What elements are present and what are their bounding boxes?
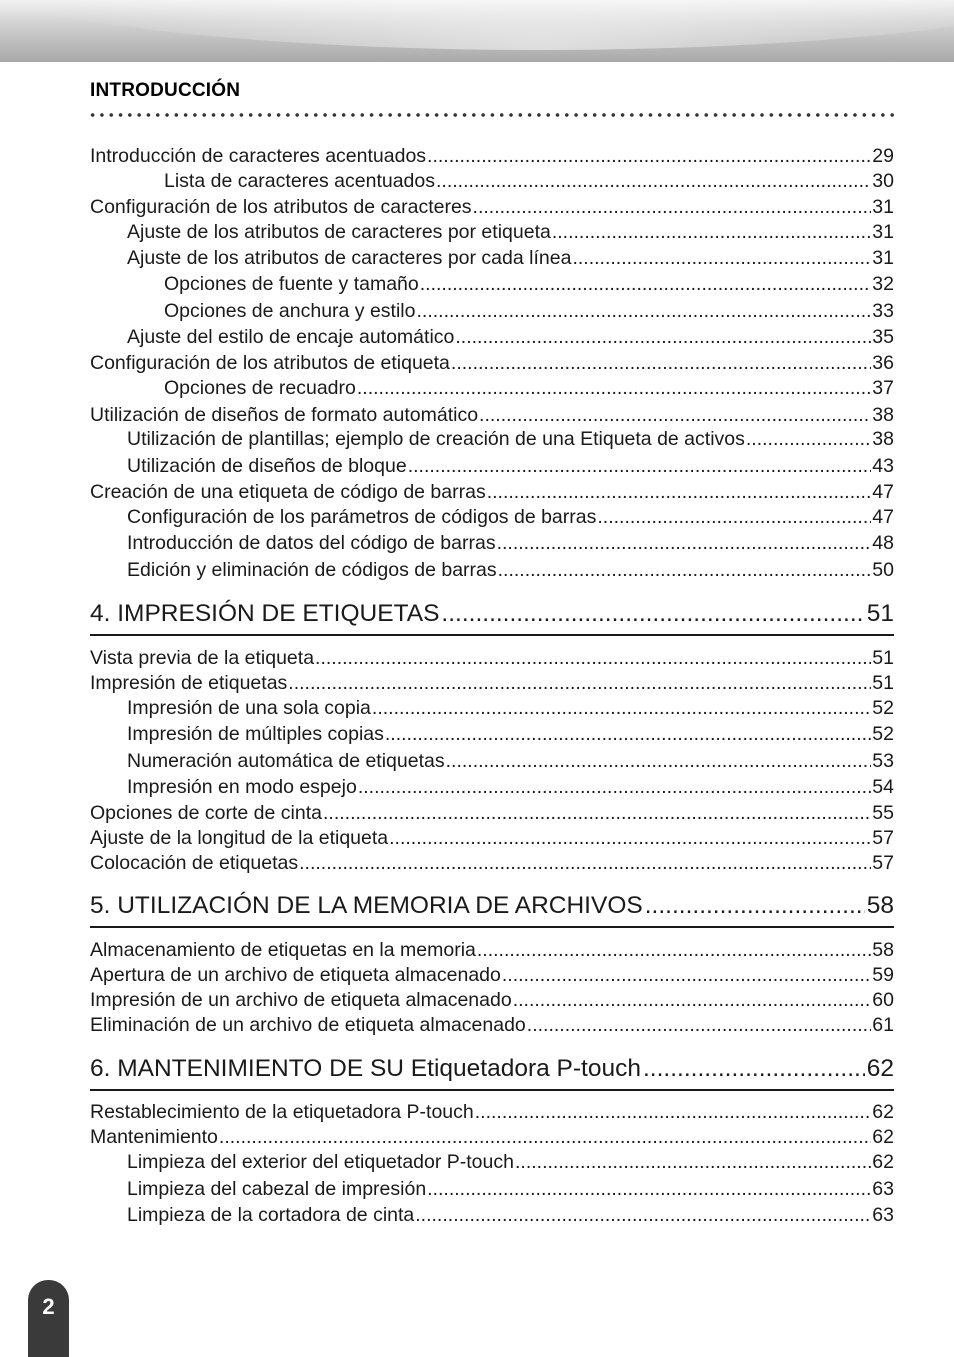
toc-entry[interactable] xyxy=(90,1125,894,1149)
toc-entry-title: Introducción de caracteres acentuados xyxy=(90,145,427,167)
toc-entry-page: 50 xyxy=(872,559,894,581)
toc-entry-title: Limpieza del exterior del etiquetador P-touch xyxy=(127,1151,514,1173)
toc-entry[interactable] xyxy=(90,988,894,1012)
toc-entry[interactable] xyxy=(90,801,894,825)
dot-leader xyxy=(358,775,871,799)
dot-leader xyxy=(372,696,871,720)
toc-entry-page: 47 xyxy=(872,481,894,503)
chapter-page: 58 xyxy=(866,892,894,919)
toc-entry[interactable] xyxy=(164,376,894,400)
toc-entry[interactable] xyxy=(90,195,894,219)
toc-entry-page: 30 xyxy=(872,170,894,192)
toc-entry-page: 38 xyxy=(872,428,894,450)
toc-entry-page: 35 xyxy=(872,326,894,348)
toc-entry-page: 36 xyxy=(872,352,894,374)
dot-leader xyxy=(441,598,864,630)
toc-entry-page: 62 xyxy=(872,1101,894,1123)
toc-entry[interactable] xyxy=(127,427,894,451)
dot-leader xyxy=(475,1100,872,1124)
toc-entry[interactable] xyxy=(90,646,894,670)
toc-entry[interactable] xyxy=(90,826,894,850)
toc-entry-title: Opciones de corte de cinta xyxy=(90,802,322,824)
toc-entry-title: Ajuste de los atributos de caracteres por etiqueta xyxy=(127,221,551,243)
toc-entry-page: 63 xyxy=(872,1178,894,1200)
dot-leader xyxy=(315,646,871,670)
toc-entry-page: 61 xyxy=(872,1014,894,1036)
toc-entry[interactable] xyxy=(127,505,894,529)
toc-entry-page: 33 xyxy=(872,300,894,322)
toc-entry-title: Opciones de recuadro xyxy=(164,377,356,399)
toc-entry-title: Ajuste de la longitud de la etiqueta xyxy=(90,827,389,849)
toc-entry-page: 52 xyxy=(872,723,894,745)
dot-leader xyxy=(645,890,865,922)
toc-entry-page: 47 xyxy=(872,506,894,528)
dot-leader xyxy=(643,1053,865,1085)
toc-entry-title: Mantenimiento xyxy=(90,1126,218,1148)
dot-leader xyxy=(415,1203,871,1227)
toc-entry-page: 51 xyxy=(872,672,894,694)
toc-entry-page: 53 xyxy=(872,750,894,772)
section-heading: INTRODUCCIÓN xyxy=(90,80,241,101)
dot-leader xyxy=(513,988,872,1012)
dot-leader xyxy=(436,169,871,193)
chapter-heading-6[interactable] xyxy=(90,1053,894,1091)
page-number: 2 xyxy=(42,1294,55,1319)
toc-entry-page: 62 xyxy=(872,1151,894,1173)
toc-entry[interactable] xyxy=(90,403,894,427)
header-band xyxy=(0,0,954,62)
toc-entry[interactable] xyxy=(127,454,894,478)
toc-entry-page: 31 xyxy=(872,196,894,218)
dot-leader xyxy=(498,558,872,582)
toc-entry[interactable] xyxy=(127,749,894,773)
dot-leader xyxy=(219,1125,871,1149)
toc-entry-page: 57 xyxy=(872,852,894,874)
toc-entry[interactable] xyxy=(127,696,894,720)
dot-leader xyxy=(746,427,871,451)
chapter-title: 6. MANTENIMIENTO DE SU Etiquetadora P-touch xyxy=(90,1055,641,1082)
toc-entry[interactable] xyxy=(90,938,894,962)
toc-entry-title: Edición y eliminación de códigos de barras xyxy=(127,559,497,581)
toc-entry-page: 55 xyxy=(872,802,894,824)
dotted-separator xyxy=(88,111,894,119)
toc-entry-title: Configuración de los atributos de caracteres xyxy=(90,196,472,218)
toc-entry-page: 43 xyxy=(872,455,894,477)
toc-entry[interactable] xyxy=(164,169,894,193)
toc-entry-page: 31 xyxy=(872,247,894,269)
dot-leader xyxy=(455,325,871,349)
toc-entry[interactable] xyxy=(127,775,894,799)
dot-leader xyxy=(527,1013,872,1037)
dot-leader xyxy=(497,531,872,555)
toc-entry-title: Colocación de etiquetas xyxy=(90,852,299,874)
toc-entry[interactable] xyxy=(127,722,894,746)
dot-leader xyxy=(597,505,871,529)
chapter-page: 51 xyxy=(866,600,894,627)
toc-entry[interactable] xyxy=(127,1177,894,1201)
dot-leader xyxy=(479,403,871,427)
toc-entry-page: 62 xyxy=(872,1126,894,1148)
dot-leader xyxy=(288,671,871,695)
toc-entry[interactable] xyxy=(127,1150,894,1174)
toc-entry-title: Utilización de diseños de formato automático xyxy=(90,404,479,426)
toc-entry-title: Impresión de una sola copia xyxy=(127,697,371,719)
toc-entry-page: 52 xyxy=(872,697,894,719)
toc-entry-title: Impresión de múltiples copias xyxy=(127,723,384,745)
dot-leader xyxy=(420,272,872,296)
chapter-title: 5. UTILIZACIÓN DE LA MEMORIA DE ARCHIVOS xyxy=(90,892,643,919)
chapter-heading-4[interactable] xyxy=(90,598,894,636)
toc-entry-title: Opciones de fuente y tamaño xyxy=(164,273,419,295)
toc-entry-title: Creación de una etiqueta de código de barras xyxy=(90,481,486,503)
toc-entry-title: Ajuste de los atributos de caracteres por cada línea xyxy=(127,247,572,269)
toc-entry[interactable] xyxy=(127,220,894,244)
toc-entry-page: 57 xyxy=(872,827,894,849)
dot-leader xyxy=(416,299,871,323)
dot-leader xyxy=(487,480,872,504)
dot-leader xyxy=(515,1150,871,1174)
dot-leader xyxy=(427,1177,871,1201)
toc-entry-title: Configuración de los atributos de etiqueta xyxy=(90,352,450,374)
toc-entry-title: Introducción de datos del código de barras xyxy=(127,532,496,554)
toc-entry-page: 54 xyxy=(872,776,894,798)
toc-entry[interactable] xyxy=(127,246,894,270)
toc-entry[interactable] xyxy=(164,272,894,296)
toc-entry-title: Utilización de plantillas; ejemplo de creación de una Etiqueta de activos xyxy=(127,428,745,450)
toc-entry-page: 48 xyxy=(872,532,894,554)
toc-entry[interactable] xyxy=(90,671,894,695)
dot-leader xyxy=(389,826,871,850)
dot-leader xyxy=(385,722,871,746)
toc-entry-title: Impresión de un archivo de etiqueta almacenado xyxy=(90,989,512,1011)
dot-leader xyxy=(552,220,871,244)
page-number-tab xyxy=(28,1280,69,1357)
toc-entry[interactable] xyxy=(90,963,894,987)
chapter-heading-5[interactable] xyxy=(90,890,894,928)
header-sheen xyxy=(0,0,954,50)
toc-entry[interactable] xyxy=(90,144,894,168)
toc-entry-page: 29 xyxy=(872,145,894,167)
toc-entry[interactable] xyxy=(164,299,894,323)
chapter-page: 62 xyxy=(866,1055,894,1082)
toc-entry-page: 37 xyxy=(872,377,894,399)
toc-entry[interactable] xyxy=(90,480,894,504)
dot-leader xyxy=(408,454,872,478)
toc-entry-page: 31 xyxy=(872,221,894,243)
toc-entry-title: Numeración automática de etiquetas xyxy=(127,750,445,772)
toc-entry-page: 38 xyxy=(872,404,894,426)
dot-leader xyxy=(357,376,871,400)
toc-entry-page: 59 xyxy=(872,964,894,986)
dot-leader xyxy=(502,963,871,987)
toc-entry-title: Opciones de anchura y estilo xyxy=(164,300,416,322)
toc-entry-title: Limpieza de la cortadora de cinta xyxy=(127,1204,415,1226)
toc-entry[interactable] xyxy=(90,1100,894,1124)
toc-entry-title: Impresión en modo espejo xyxy=(127,776,357,798)
toc-entry-title: Ajuste del estilo de encaje automático xyxy=(127,326,455,348)
dot-leader xyxy=(572,246,871,270)
dot-leader xyxy=(427,144,871,168)
toc-entry-page: 58 xyxy=(872,939,894,961)
toc-entry-title: Utilización de diseños de bloque xyxy=(127,455,407,477)
dot-leader xyxy=(446,749,872,773)
toc-entry-page: 32 xyxy=(872,273,894,295)
toc-entry-title: Almacenamiento de etiquetas en la memoria xyxy=(90,939,476,961)
dot-leader xyxy=(451,351,871,375)
toc-entry-page: 51 xyxy=(872,647,894,669)
dot-leader xyxy=(299,851,871,875)
toc-entry-title: Limpieza del cabezal de impresión xyxy=(127,1178,427,1200)
toc-entry-title: Vista previa de la etiqueta xyxy=(90,647,315,669)
toc-entry-title: Lista de caracteres acentuados xyxy=(164,170,436,192)
dot-leader xyxy=(473,195,872,219)
toc-entry[interactable] xyxy=(127,558,894,582)
toc-entry[interactable] xyxy=(90,851,894,875)
toc-entry[interactable] xyxy=(127,1203,894,1227)
dot-leader xyxy=(323,801,871,825)
chapter-title: 4. IMPRESIÓN DE ETIQUETAS xyxy=(90,600,440,627)
toc-entry[interactable] xyxy=(90,351,894,375)
toc-entry[interactable] xyxy=(127,325,894,349)
toc-entry-page: 60 xyxy=(872,989,894,1011)
toc-entry[interactable] xyxy=(90,1013,894,1037)
toc-entry-title: Eliminación de un archivo de etiqueta almacenado xyxy=(90,1014,526,1036)
toc-entry[interactable] xyxy=(127,531,894,555)
toc-entry-title: Restablecimiento de la etiquetadora P-touch xyxy=(90,1101,474,1123)
toc-entry-title: Impresión de etiquetas xyxy=(90,672,288,694)
toc-entry-title: Configuración de los parámetros de códigos de barras xyxy=(127,506,597,528)
toc-entry-page: 63 xyxy=(872,1204,894,1226)
dot-leader xyxy=(477,938,871,962)
toc-entry-title: Apertura de un archivo de etiqueta almacenado xyxy=(90,964,501,986)
